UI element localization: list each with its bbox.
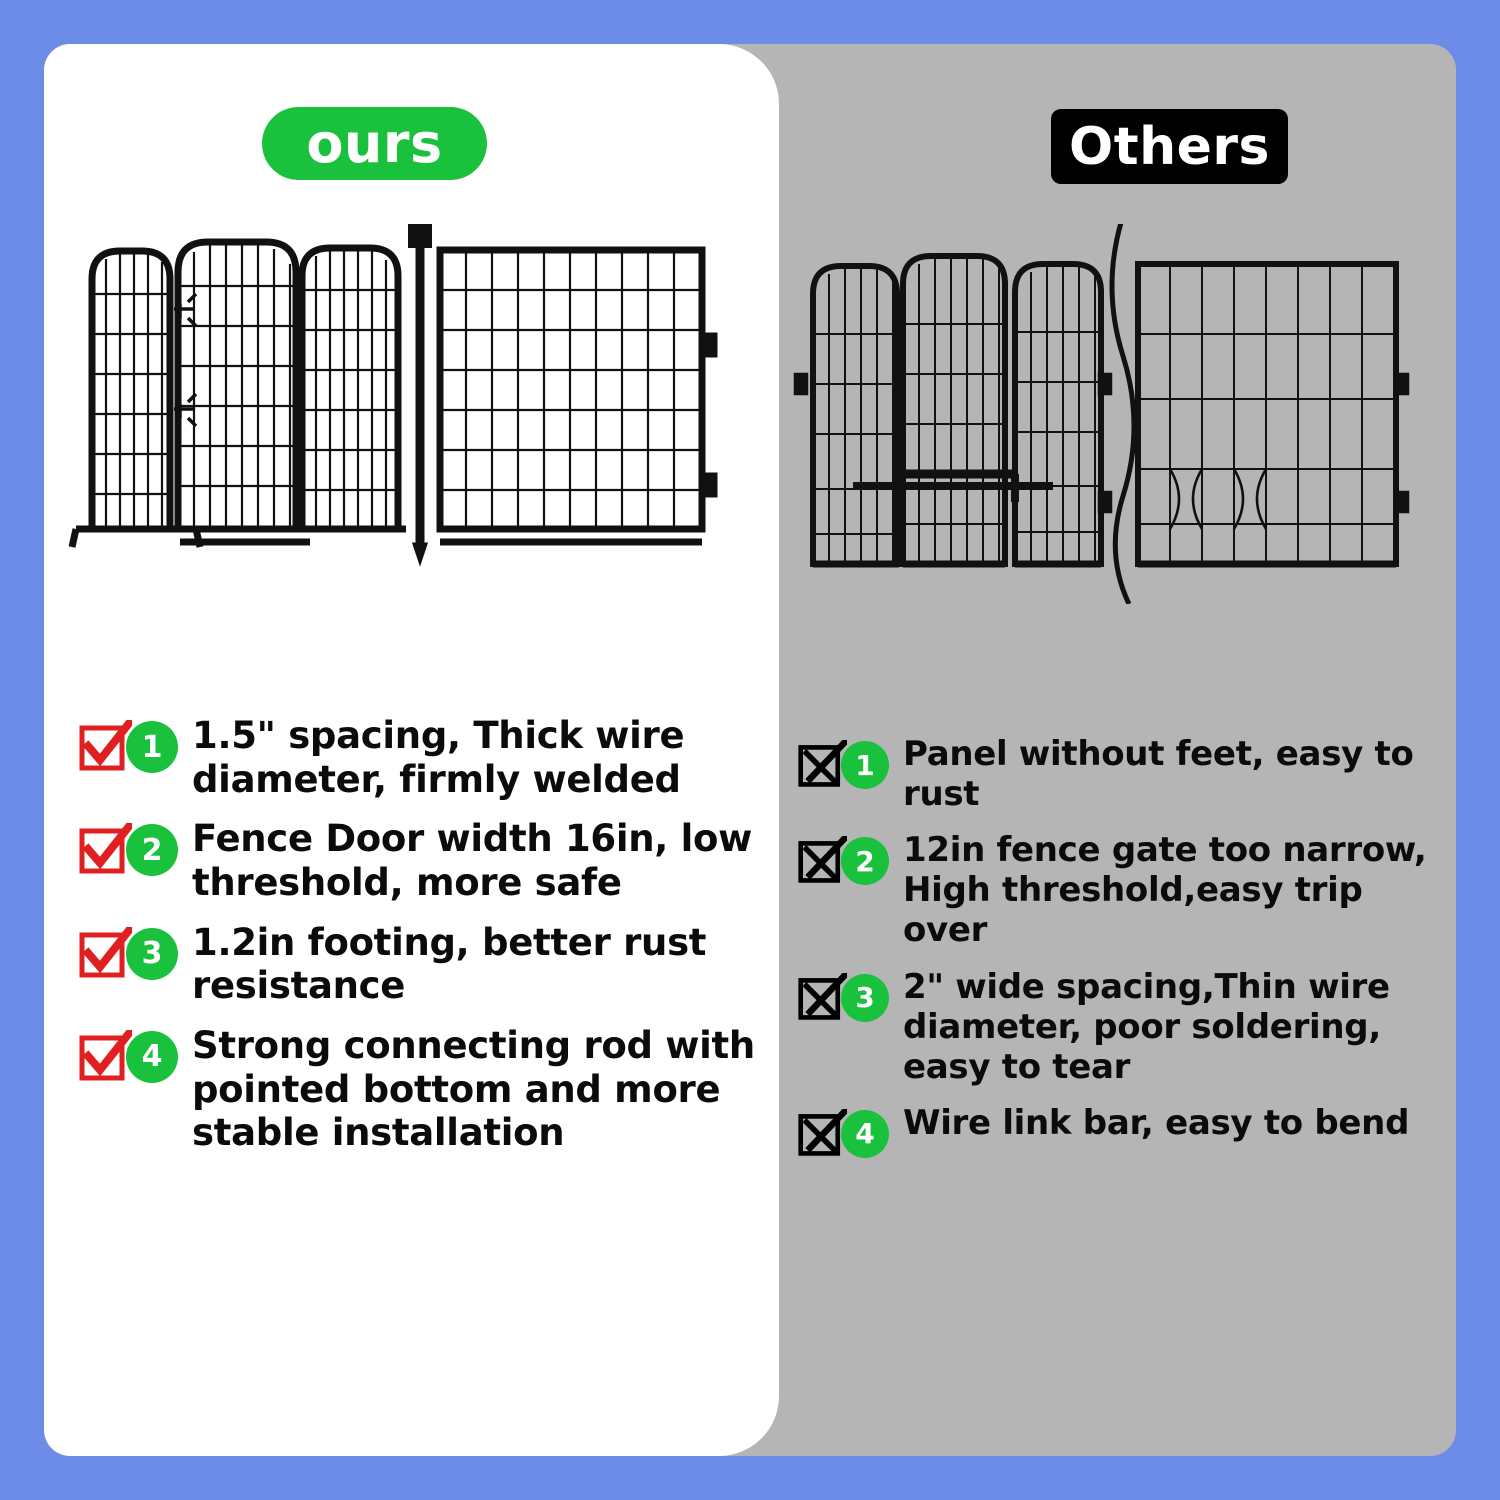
cross-mark-icon bbox=[797, 1109, 847, 1159]
item-text: 2" wide spacing,Thin wire diameter, poor soldering, easy to tear bbox=[903, 966, 1390, 1087]
check-mark-icon bbox=[78, 720, 132, 774]
list-item bbox=[78, 714, 778, 801]
list-item bbox=[797, 967, 1447, 1087]
others-panel bbox=[779, 44, 1456, 1456]
ours-fence-illustration bbox=[44, 224, 779, 624]
item-number: 2 bbox=[126, 824, 178, 876]
item-number: 3 bbox=[841, 974, 889, 1022]
ours-panel bbox=[44, 44, 779, 1456]
item-text: 1.5" spacing, Thick wire diameter, firmly welded bbox=[192, 714, 685, 801]
item-number: 3 bbox=[126, 928, 178, 980]
cross-mark-icon bbox=[797, 836, 847, 886]
item-text: Wire link bar, easy to bend bbox=[903, 1102, 1410, 1143]
check-mark-icon bbox=[78, 823, 132, 877]
item-text: 12in fence gate too narrow, High threshold,easy trip over bbox=[903, 830, 1427, 951]
list-item bbox=[797, 734, 1447, 814]
item-number: 4 bbox=[841, 1110, 889, 1158]
item-text: 1.2in footing, better rust resistance bbox=[192, 920, 707, 1008]
check-mark-icon bbox=[78, 1030, 132, 1084]
item-number: 1 bbox=[841, 741, 889, 789]
cross-mark-icon bbox=[797, 740, 847, 790]
item-text: Fence Door width 16in, low threshold, more safe bbox=[192, 817, 752, 904]
item-text: Panel without feet, easy to rust bbox=[903, 734, 1414, 815]
list-item bbox=[797, 830, 1447, 950]
list-item bbox=[797, 1103, 1447, 1159]
item-number: 4 bbox=[126, 1031, 178, 1083]
item-text: Strong connecting rod with pointed bottom and more stable installation bbox=[192, 1023, 755, 1155]
ours-feature-list bbox=[78, 714, 778, 1171]
fence-ours-svg bbox=[62, 224, 762, 604]
others-feature-list bbox=[797, 734, 1447, 1175]
others-badge: Others bbox=[1051, 109, 1288, 184]
item-number: 2 bbox=[841, 837, 889, 885]
item-number: 1 bbox=[126, 721, 178, 773]
cross-mark-icon bbox=[797, 973, 847, 1023]
list-item bbox=[78, 1024, 778, 1155]
ours-badge: ours bbox=[262, 107, 487, 180]
fence-others-svg bbox=[793, 224, 1443, 604]
check-mark-icon bbox=[78, 927, 132, 981]
others-fence-illustration bbox=[779, 224, 1456, 624]
comparison-card bbox=[44, 44, 1456, 1456]
list-item bbox=[78, 921, 778, 1008]
list-item bbox=[78, 817, 778, 904]
